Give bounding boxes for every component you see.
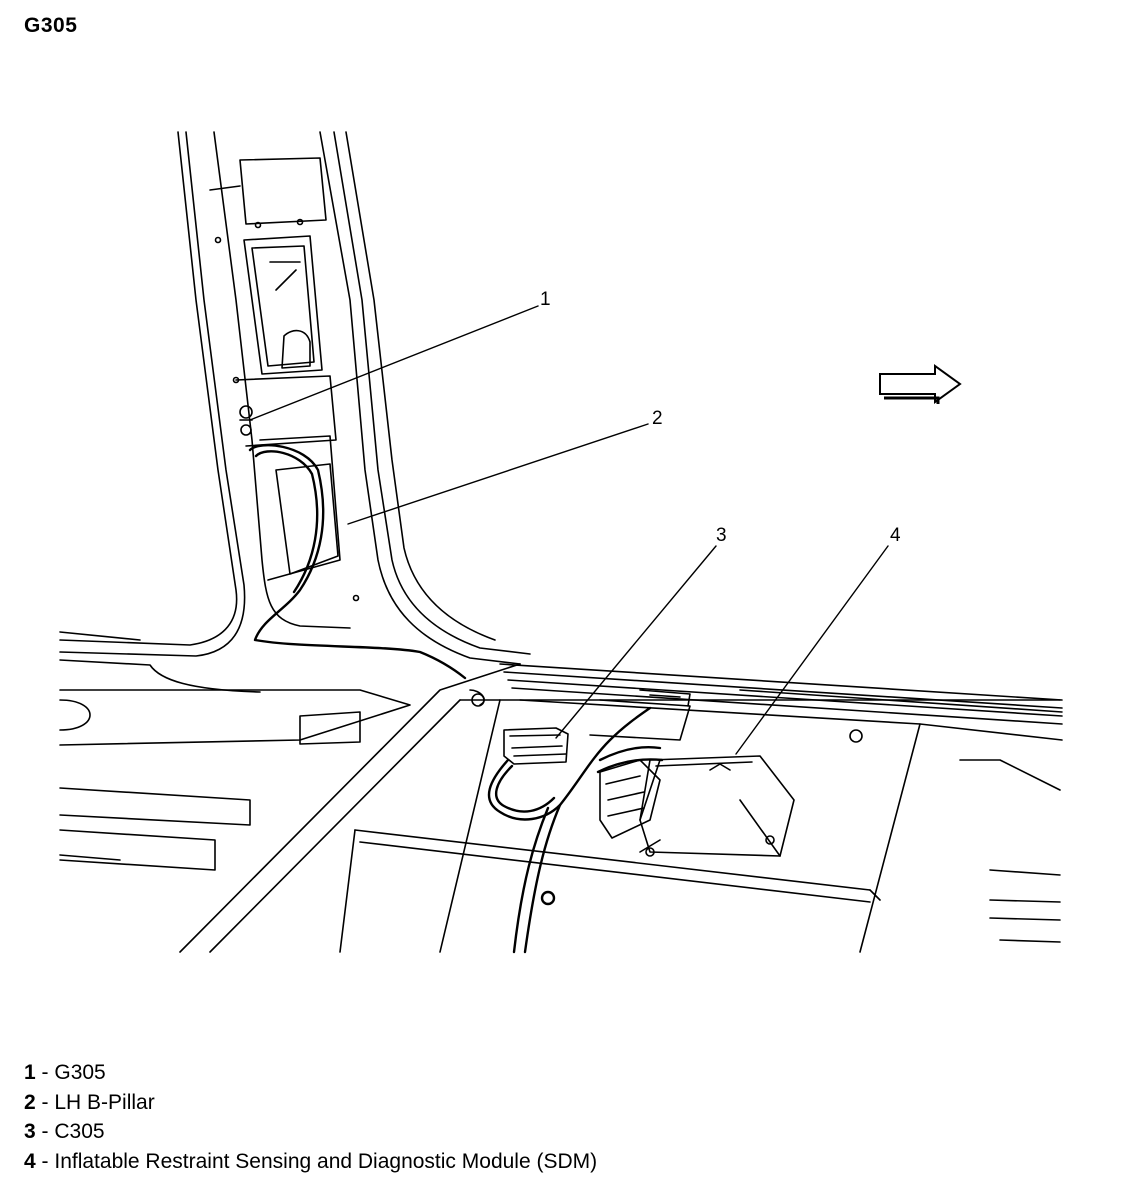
page-title: G305 [24, 14, 78, 37]
callout-number-1: 1 [540, 289, 551, 310]
callout-number-3: 3 [716, 525, 727, 546]
legend-separator: - [35, 1090, 55, 1114]
legend-number: 2 [24, 1090, 36, 1114]
c305-connector-drawing [504, 728, 568, 764]
legend-number: 3 [24, 1120, 36, 1143]
floor-harness-drawing [489, 708, 662, 952]
legend-separator: - [35, 1061, 55, 1084]
legend-label: LH B-Pillar [54, 1090, 155, 1114]
callout-number-2: 2 [652, 408, 663, 429]
forward-arrow-icon [880, 366, 960, 404]
legend-number: 4 [24, 1149, 36, 1173]
component-legend [24, 1058, 597, 1176]
legend-label: Inflatable Restraint Sensing and Diagnostic Module (SDM) [54, 1149, 598, 1173]
legend-label: G305 [54, 1061, 106, 1084]
leader-line-4 [736, 546, 888, 754]
legend-item [24, 1147, 597, 1177]
legend-number: 1 [24, 1061, 36, 1084]
leader-line-2 [348, 424, 648, 524]
leader-line-1 [250, 306, 538, 420]
legend-item [24, 1117, 597, 1147]
legend-separator: - [35, 1120, 55, 1143]
sdm-module-drawing [600, 756, 794, 856]
pillar-harness-drawing [250, 445, 465, 678]
floor-panel-drawing [60, 632, 1062, 952]
legend-separator: - [35, 1149, 55, 1173]
legend-label: C305 [54, 1120, 105, 1143]
b-pillar-drawing [60, 132, 530, 664]
leader-line-3 [556, 546, 716, 738]
leader-lines [250, 306, 888, 754]
callout-number-4: 4 [890, 525, 901, 546]
legend-item [24, 1058, 597, 1088]
legend-item [24, 1088, 597, 1118]
